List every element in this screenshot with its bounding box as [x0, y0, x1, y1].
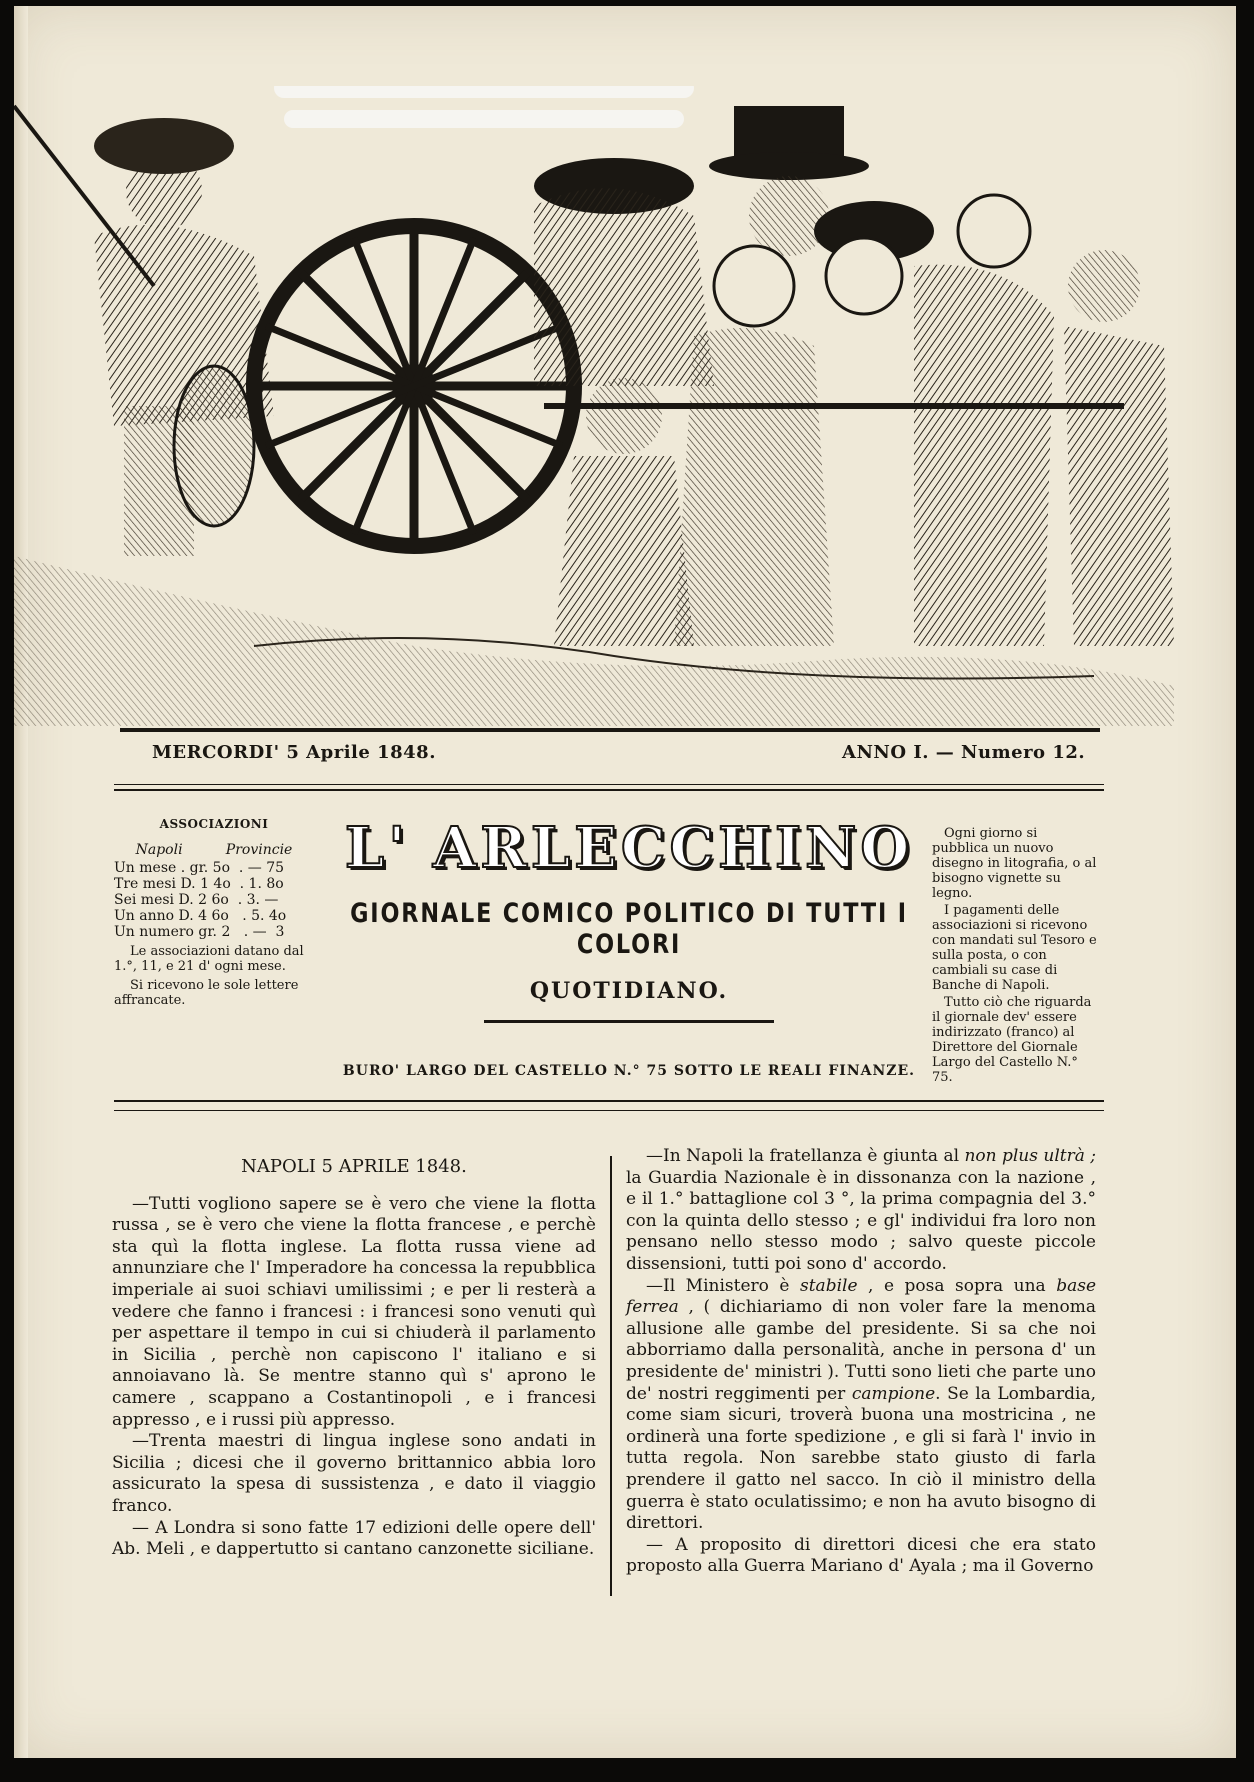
price-row: Un anno D. 4 6o . 5. 4o	[114, 908, 287, 924]
price-row: Un mese . gr. 5o . — 75	[114, 860, 285, 876]
article-paragraph: — A Londra si sono fatte 17 edizioni delle opere dell' Ab. Meli , e dappertutto si cantano canzonette siciliane.	[112, 1517, 596, 1560]
cannon-wheel	[254, 226, 574, 546]
office-address: BURO' LARGO DEL CASTELLO N.° 75 SOTTO LE REALI FINANZE.	[342, 1063, 916, 1079]
article-paragraph: — A proposito di direttori dicesi che era stato proposto alla Guerra Mariano d' Ayala ; ma il Governo	[626, 1534, 1096, 1577]
emphasis-text: non plus ultrà ;	[964, 1146, 1096, 1166]
body-rule-dotted	[114, 1110, 1104, 1111]
info-paragraph: Tutto ciò che riguarda il giornale dev' essere indirizzato (franco) al Direttore del Giornale Largo del Castello N.° 75.	[932, 995, 1092, 1085]
emphasis-text: stabile	[800, 1275, 858, 1296]
right-column	[626, 1146, 1096, 1578]
article-paragraph	[626, 1276, 1096, 1535]
newspaper-frequency: QUOTIDIANO.	[529, 978, 729, 1004]
text-run: la Guardia Nazionale è in dissonanza con la nazione , e il 1.° battaglione col 3 °, la prima compagnia del 3.° con la quinta dello stesso ; e gl' individui fra loro non pensano nello stesso modo ; salvo queste piccole dissensioni, tutti poi sono d' accordo.	[626, 1167, 1096, 1274]
emphasis-text: base ferrea	[626, 1275, 1097, 1318]
subscription-note: Si ricevono le sole lettere affrancate.	[114, 978, 299, 1008]
left-column	[112, 1146, 596, 1561]
header-rule-mid	[114, 789, 1104, 791]
body-rule-top	[114, 1100, 1104, 1102]
library-stamp	[264, 86, 724, 128]
price-row: Sei mesi D. 2 6o . 3. —	[114, 892, 279, 908]
info-paragraph: I pagamenti delle associazioni si ricevono con mandati sul Tesoro e sulla posta, o con cambiali su case di Banche di Napoli.	[932, 903, 1097, 993]
header-rule-top	[120, 728, 1100, 732]
price-row: Tre mesi D. 1 4o . 1. 8o	[114, 876, 284, 892]
caricature-crowd	[534, 106, 1174, 646]
column-napoli: Napoli	[135, 842, 183, 858]
newspaper-page	[14, 6, 1236, 1758]
text-run: , e posa sopra una	[868, 1275, 1046, 1296]
masthead-divider	[484, 1020, 774, 1023]
publication-info	[932, 826, 1098, 1087]
subscription-heading: ASSOCIAZIONI	[159, 817, 269, 831]
info-paragraph: Ogni giorno si pubblica un nuovo disegno in litografia, o al bisogno vignette su legno.	[932, 826, 1097, 901]
column-divider	[610, 1156, 612, 1596]
masthead	[314, 816, 944, 1079]
text-run: —Il Ministero è	[646, 1275, 790, 1296]
emphasis-text: campione	[851, 1383, 936, 1404]
column-provincie: Provincie	[225, 842, 293, 858]
article-heading: NAPOLI 5 APRILE 1848.	[241, 1156, 467, 1177]
article-paragraph	[626, 1146, 1096, 1276]
issue-number: ANNO I. — Numero 12.	[842, 742, 1086, 763]
text-run: —In Napoli la fratellanza è giunta al	[646, 1146, 960, 1166]
article-paragraph: —Tutti vogliono sapere se è vero che viene la flotta russa , se è vero che viene la flotta francese , e perchè sta quì la flotta inglese. La flotta russa viene ad annunziare che l' Imperadore ha concessa la repubblica imperiale ai suoi schiavi umilissimi ; e per li resterà a vedere che fanno i francesi : i francesi sono venuti quì per aspettare il tempo in cui si chiuderà il parlamento in Sicilia , perchè non capiscono l' italiano e si annoiavano là. Se mentre stanno quì s' aprono le camere , scappano a Costantinopoli , e i francesi appresso , e i russi più appresso.	[112, 1193, 596, 1430]
text-run: . Se la Lombardia, come siam sicuri, troverà buona una mostricina , ne ordinerà una forte spedizione , e gli si farà l' invio in tutta regola. Non sarebbe stato giusto di farla prendere il gatto nel sacco. In ciò il ministro della guerra è stato oculatissimo; e non ha avuto bisogno di direttori.	[626, 1383, 1096, 1534]
text-run: , ( dichiariamo di non voler fare la menoma allusione alle gambe del presidente. Si sa che noi abborriamo dalla personalità, anche in persona d' un presidente de' ministri ). Tutti sono lieti che parte uno de' nostri reggimenti per	[626, 1297, 1096, 1404]
newspaper-title: L' ARLECCHINO	[344, 815, 914, 881]
price-row: Un numero gr. 2 . — 3	[114, 924, 285, 940]
subscription-box	[114, 816, 314, 1008]
masthead-engraving	[14, 86, 1236, 726]
issue-date: MERCORDI' 5 Aprile 1848.	[152, 742, 436, 763]
article-paragraph: —Trenta maestri di lingua inglese sono andati in Sicilia ; dicesi che il governo brittannico abbia loro assicurato la spesa di sussistenza , e dato il viaggio franco.	[112, 1431, 596, 1516]
header-rule-dotted	[114, 784, 1104, 785]
newspaper-subtitle: GIORNALE COMICO POLITICO DI TUTTI I COLORI	[350, 898, 908, 960]
subscription-note: Le associazioni datano dal 1.°, 11, e 21 d' ogni mese.	[114, 944, 304, 974]
